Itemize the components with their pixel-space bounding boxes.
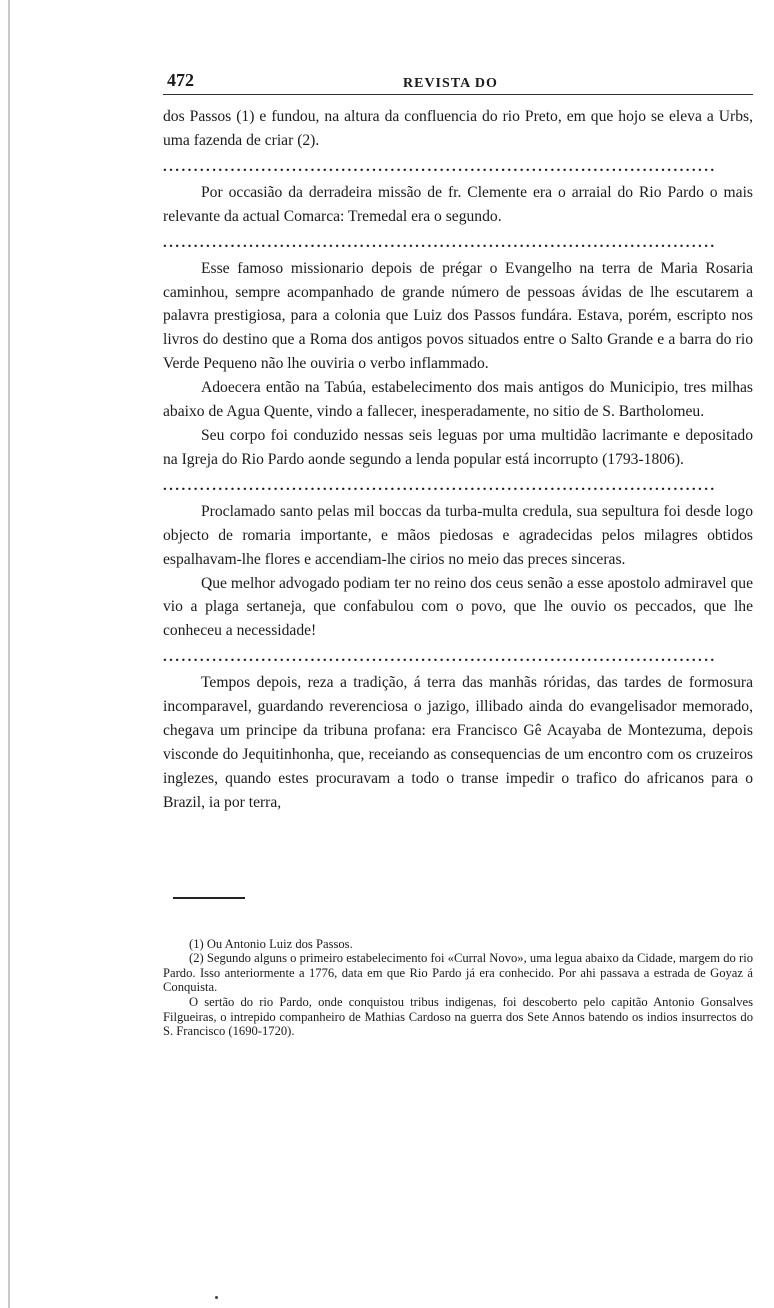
ellipsis-row-3: ..........................................................................................: [163, 477, 717, 494]
page-header: [163, 60, 753, 95]
paragraph-1: dos Passos (1) e fundou, na altura da confluencia do rio Preto, em que hojo se eleva a Urbs, uma fazenda de criar (2).: [163, 108, 753, 149]
paragraph-2: Por occasião da derradeira missão de fr. Clemente era o arraial do Rio Pardo o mais relevante da actual Comarca: Tremedal era o segundo.: [163, 183, 753, 225]
page-edge-line: [8, 0, 10, 1308]
ellipsis-row-1: ..........................................................................................: [163, 158, 717, 175]
running-head: REVISTA DO: [403, 76, 498, 91]
paragraph-7: Que melhor advogado podiam ter no reino dos ceus senão a esse apostolo admiravel que vio a plaga sertaneja, que confabulou com o povo, que lhe ouvio os peccados, que lhe conheceu a necessidade!: [163, 574, 753, 640]
paragraph-8: Tempos depois, reza a tradição, á terra das manhãs róridas, das tardes de formosura incomparavel, guardando reverenciosa o jazigo, illibado ainda do evangelisador memorado, chegava um principe da tribuna profana: era Francisco Gê Acayaba de Montezuma, depois visconde do Jequitinhonha, que, receiando as consequencias de um encontro com os cruzeiros inglezes, quando estes procuravam a todo o transe impedir o trafico do africanos para o Brazil, ia por terra,: [163, 674, 753, 811]
book-page: [163, 60, 753, 1039]
footnote-1: (1) Ou Antonio Luiz dos Passos.: [189, 936, 353, 951]
page-number: 472: [167, 70, 194, 90]
stray-ink-mark: [215, 1296, 218, 1299]
paragraph-6: Proclamado santo pelas mil boccas da turba-multa credula, sua sepultura foi desde logo objecto de romaria importante, e mãos piedosas e agradecidas pelos milagres obtidos espalhavam-lhe flores e accendiam-lhe cirios no meio das preces sinceras.: [163, 502, 753, 568]
footnote-3: O sertão do rio Pardo, onde conquistou tribus indigenas, foi descoberto pelo capitão Antonio Gonsalves Filgueiras, o intrepido companheiro de Mathias Cardoso na guerra dos Sete Annos batendo os indios insurrectos do S. Francisco (1690-1720).: [163, 995, 753, 1039]
body-text: [163, 105, 753, 815]
footnote-rule: [173, 897, 245, 899]
ellipsis-row-2: ..........................................................................................: [163, 234, 717, 251]
footnote-2: (2) Segundo alguns o primeiro estabelecimento foi «Curral Novo», uma legua abaixo da Cidade, margem do rio Pardo. Isso anteriormente a 1776, data em que Rio Pardo já era conhecido. Por ahi passava a estrada de Goyaz á Conquista.: [163, 951, 753, 995]
paragraph-3: Esse famoso missionario depois de prégar o Evangelho na terra de Maria Rosaria caminhou, sempre acompanhado de grande número de pessoas ávidas de lhe escutarem a palavra prestigiosa, para a colonia que Luiz dos Passos fundára. Estava, porém, escripto nos livros do destino que a Roma dos antigos povos situados entre o Salto Grande e a barra do rio Verde Pequeno não lhe ouviria o verbo inflammado.: [163, 259, 753, 373]
paragraph-5: Seu corpo foi conduzido nessas seis leguas por uma multidão lacrimante e depositado na Igreja do Rio Pardo aonde segundo a lenda popular está incorrupto (1793-1806).: [163, 426, 753, 468]
footnotes: [163, 937, 753, 1039]
ellipsis-row-4: ..........................................................................................: [163, 649, 717, 666]
paragraph-4: Adoecera então na Tabúa, estabelecimento dos mais antigos do Municipio, tres milhas abaixo de Agua Quente, vindo a fallecer, inesperadamente, no sitio de S. Bartholomeu.: [163, 379, 753, 421]
